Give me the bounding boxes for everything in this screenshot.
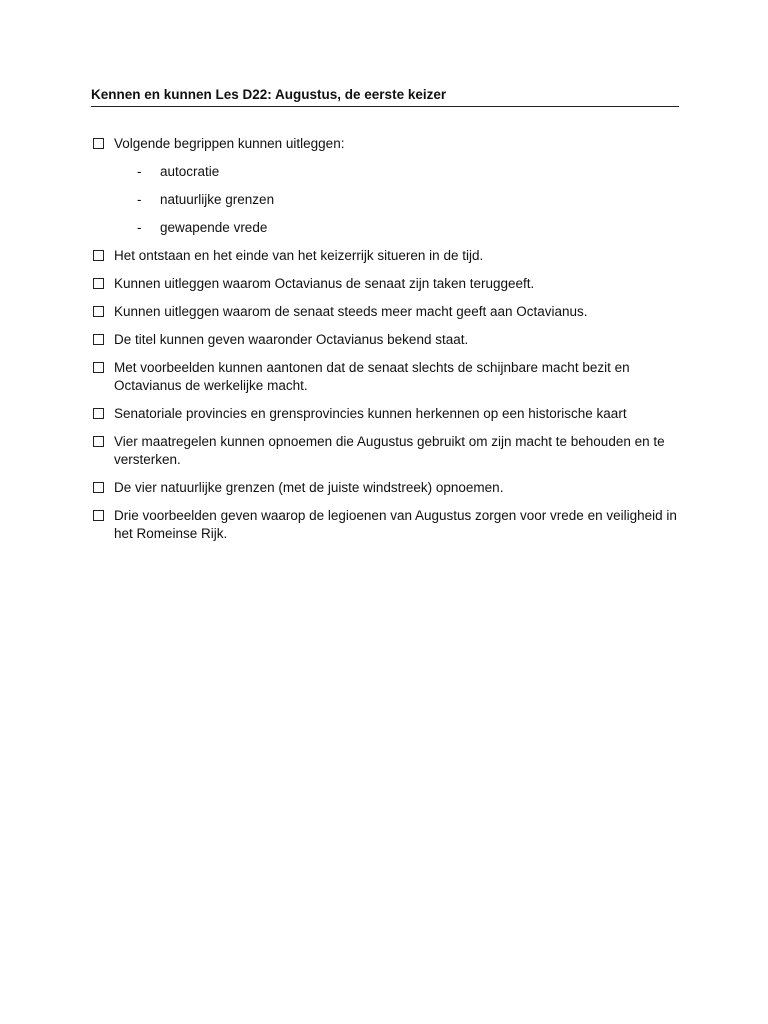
checklist bbox=[91, 135, 679, 543]
checklist-item bbox=[91, 359, 679, 395]
checklist-item bbox=[91, 433, 679, 469]
checkbox-icon[interactable] bbox=[93, 306, 104, 317]
page-title: Kennen en kunnen Les D22: Augustus, de eerste keizer bbox=[91, 86, 679, 107]
checklist-item-text: Volgende begrippen kunnen uitleggen: bbox=[114, 136, 345, 151]
checklist-item-text: Kunnen uitleggen waarom de senaat steeds meer macht geeft aan Octavianus. bbox=[114, 304, 588, 319]
checklist-item bbox=[91, 507, 679, 543]
checkbox-icon[interactable] bbox=[93, 510, 104, 521]
dash-bullet: - bbox=[137, 220, 142, 235]
dash-bullet: - bbox=[137, 164, 142, 179]
sublist-item bbox=[114, 219, 679, 237]
sublist-item-text: natuurlijke grenzen bbox=[160, 192, 275, 207]
checkbox-icon[interactable] bbox=[93, 334, 104, 345]
checklist-item-text: Drie voorbeelden geven waarop de legioenen van Augustus zorgen voor vrede en veiligheid in het Romeinse Rijk. bbox=[114, 508, 677, 541]
sublist-item-text: autocratie bbox=[160, 164, 220, 179]
checkbox-icon[interactable] bbox=[93, 250, 104, 261]
checkbox-icon[interactable] bbox=[93, 278, 104, 289]
checklist-item-text: Kunnen uitleggen waarom Octavianus de senaat zijn taken teruggeeft. bbox=[114, 276, 535, 291]
dash-bullet: - bbox=[137, 192, 142, 207]
checklist-item-text: Vier maatregelen kunnen opnoemen die Augustus gebruikt om zijn macht te behouden en te versterken. bbox=[114, 434, 665, 467]
checklist-item bbox=[91, 405, 679, 423]
checklist-item bbox=[91, 135, 679, 237]
checkbox-icon[interactable] bbox=[93, 138, 104, 149]
sublist-item bbox=[114, 163, 679, 181]
checklist-item-text: Met voorbeelden kunnen aantonen dat de senaat slechts de schijnbare macht bezit en Octavianus de werkelijke macht. bbox=[114, 360, 630, 393]
checkbox-icon[interactable] bbox=[93, 436, 104, 447]
sublist-item-text: gewapende vrede bbox=[160, 220, 268, 235]
checkbox-icon[interactable] bbox=[93, 408, 104, 419]
sublist-item bbox=[114, 191, 679, 209]
checklist-item bbox=[91, 247, 679, 265]
sublist bbox=[114, 163, 679, 237]
checkbox-icon[interactable] bbox=[93, 362, 104, 373]
checklist-item bbox=[91, 331, 679, 349]
checklist-item bbox=[91, 303, 679, 321]
checklist-item bbox=[91, 275, 679, 293]
checklist-item-text: Het ontstaan en het einde van het keizerrijk situeren in de tijd. bbox=[114, 248, 484, 263]
checklist-item bbox=[91, 479, 679, 497]
checklist-item-text: De vier natuurlijke grenzen (met de juiste windstreek) opnoemen. bbox=[114, 480, 504, 495]
checklist-item-text: De titel kunnen geven waaronder Octavianus bekend staat. bbox=[114, 332, 469, 347]
checkbox-icon[interactable] bbox=[93, 482, 104, 493]
document-page bbox=[91, 86, 679, 553]
checklist-item-text: Senatoriale provincies en grensprovincies kunnen herkennen op een historische kaart bbox=[114, 406, 627, 421]
